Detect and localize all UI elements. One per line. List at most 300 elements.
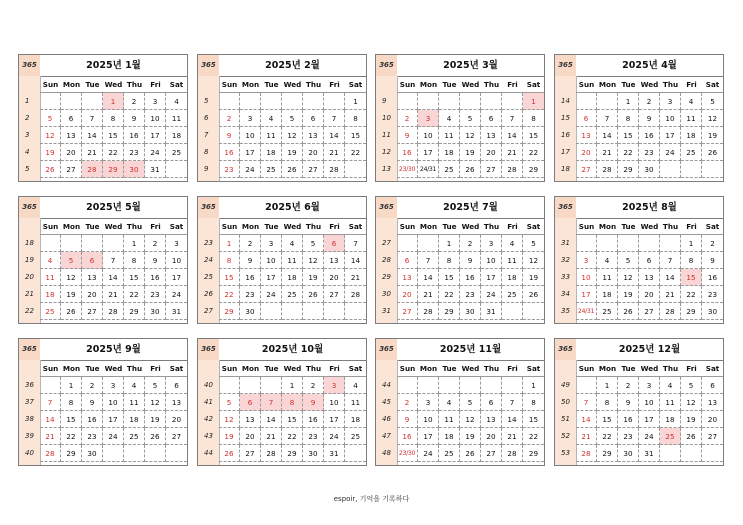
day-cell[interactable]: 3: [481, 235, 502, 252]
day-cell[interactable]: 24: [145, 144, 166, 161]
day-cell[interactable]: 6: [639, 252, 660, 269]
day-cell[interactable]: 26: [523, 286, 544, 303]
day-cell[interactable]: 1: [61, 377, 82, 394]
day-cell[interactable]: 8: [61, 394, 82, 411]
day-cell[interactable]: 19: [523, 269, 544, 286]
day-cell[interactable]: 3: [660, 93, 681, 110]
day-cell[interactable]: 24: [418, 445, 439, 462]
day-cell[interactable]: 27: [82, 303, 103, 320]
day-cell[interactable]: 18: [166, 127, 187, 144]
day-cell[interactable]: 12: [61, 269, 82, 286]
day-cell[interactable]: 9: [397, 127, 418, 144]
day-cell[interactable]: 28: [418, 303, 439, 320]
day-cell[interactable]: 19: [460, 428, 481, 445]
day-cell[interactable]: 20: [397, 286, 418, 303]
day-cell[interactable]: 23: [124, 144, 145, 161]
day-cell[interactable]: 17: [418, 144, 439, 161]
day-cell[interactable]: 5: [702, 93, 723, 110]
day-cell[interactable]: 6: [702, 377, 723, 394]
day-cell[interactable]: 14: [502, 411, 523, 428]
day-cell[interactable]: 18: [345, 411, 366, 428]
day-cell[interactable]: 17: [418, 428, 439, 445]
day-cell[interactable]: 19: [40, 144, 61, 161]
day-cell[interactable]: 10: [324, 394, 345, 411]
day-cell[interactable]: 19: [282, 144, 303, 161]
day-cell[interactable]: 23: [460, 286, 481, 303]
day-cell[interactable]: 18: [124, 411, 145, 428]
day-cell[interactable]: 4: [660, 377, 681, 394]
day-cell[interactable]: 10: [240, 127, 261, 144]
day-cell[interactable]: 18: [282, 269, 303, 286]
day-cell[interactable]: 26: [282, 161, 303, 178]
day-cell[interactable]: 9: [303, 394, 324, 411]
day-cell[interactable]: 3: [324, 377, 345, 394]
day-cell[interactable]: 21: [418, 286, 439, 303]
day-cell[interactable]: 15: [681, 269, 702, 286]
day-cell[interactable]: 12: [303, 252, 324, 269]
day-cell[interactable]: 29: [523, 445, 544, 462]
day-cell[interactable]: 13: [240, 411, 261, 428]
day-cell[interactable]: 4: [166, 93, 187, 110]
day-cell[interactable]: 26: [681, 428, 702, 445]
day-cell[interactable]: 7: [324, 110, 345, 127]
day-cell[interactable]: 7: [660, 252, 681, 269]
day-cell[interactable]: 28: [345, 286, 366, 303]
day-cell[interactable]: 2: [82, 377, 103, 394]
day-cell[interactable]: 15: [61, 411, 82, 428]
day-cell[interactable]: 27: [397, 303, 418, 320]
day-cell[interactable]: 12: [219, 411, 240, 428]
day-cell[interactable]: 26: [40, 161, 61, 178]
day-cell[interactable]: 8: [618, 110, 639, 127]
day-cell[interactable]: 12: [523, 252, 544, 269]
day-cell[interactable]: 10: [103, 394, 124, 411]
day-cell[interactable]: 7: [418, 252, 439, 269]
day-cell[interactable]: 4: [261, 110, 282, 127]
day-cell[interactable]: 21: [324, 144, 345, 161]
day-cell[interactable]: 25: [345, 428, 366, 445]
day-cell[interactable]: 8: [345, 110, 366, 127]
day-cell[interactable]: 23: [240, 286, 261, 303]
day-cell[interactable]: 4: [597, 252, 618, 269]
day-cell[interactable]: 22: [523, 144, 544, 161]
day-cell[interactable]: 21: [597, 144, 618, 161]
day-cell[interactable]: 29: [124, 303, 145, 320]
day-cell[interactable]: 26: [618, 303, 639, 320]
day-cell[interactable]: 23: [82, 428, 103, 445]
day-cell[interactable]: 15: [345, 127, 366, 144]
day-cell[interactable]: 4: [345, 377, 366, 394]
day-cell[interactable]: 6: [240, 394, 261, 411]
day-cell[interactable]: 25: [124, 428, 145, 445]
day-cell[interactable]: 14: [103, 269, 124, 286]
day-cell[interactable]: 6: [166, 377, 187, 394]
day-cell[interactable]: 19: [702, 127, 723, 144]
day-cell[interactable]: 2: [303, 377, 324, 394]
day-cell[interactable]: 3: [576, 252, 597, 269]
day-cell[interactable]: 15: [282, 411, 303, 428]
day-cell[interactable]: 9: [618, 394, 639, 411]
day-cell[interactable]: 22: [439, 286, 460, 303]
day-cell[interactable]: 20: [639, 286, 660, 303]
day-cell[interactable]: 27: [324, 286, 345, 303]
day-cell[interactable]: 19: [145, 411, 166, 428]
day-cell[interactable]: 11: [681, 110, 702, 127]
day-cell[interactable]: 14: [40, 411, 61, 428]
day-cell[interactable]: 9: [124, 110, 145, 127]
day-cell[interactable]: 18: [597, 286, 618, 303]
day-cell[interactable]: 24: [481, 286, 502, 303]
day-cell[interactable]: 18: [502, 269, 523, 286]
day-cell[interactable]: 13: [576, 127, 597, 144]
day-cell[interactable]: 13: [481, 411, 502, 428]
day-cell[interactable]: 4: [40, 252, 61, 269]
day-cell[interactable]: 23: [303, 428, 324, 445]
day-cell[interactable]: 19: [618, 286, 639, 303]
day-cell[interactable]: 13: [82, 269, 103, 286]
day-cell[interactable]: 23: [219, 161, 240, 178]
day-cell[interactable]: 14: [597, 127, 618, 144]
day-cell[interactable]: 12: [460, 127, 481, 144]
day-cell[interactable]: 30: [303, 445, 324, 462]
day-cell[interactable]: 16: [303, 411, 324, 428]
day-cell[interactable]: 17: [240, 144, 261, 161]
day-cell[interactable]: 27: [240, 445, 261, 462]
day-cell[interactable]: 27: [481, 445, 502, 462]
day-cell[interactable]: 10: [481, 252, 502, 269]
day-cell[interactable]: 24: [324, 428, 345, 445]
day-cell[interactable]: 3: [639, 377, 660, 394]
day-cell[interactable]: 12: [681, 394, 702, 411]
day-cell[interactable]: 11: [124, 394, 145, 411]
day-cell[interactable]: 20: [240, 428, 261, 445]
day-cell[interactable]: 14: [82, 127, 103, 144]
day-cell[interactable]: 27: [702, 428, 723, 445]
day-cell[interactable]: 10: [639, 394, 660, 411]
day-cell[interactable]: 20: [303, 144, 324, 161]
day-cell[interactable]: 4: [282, 235, 303, 252]
day-cell[interactable]: 21: [103, 286, 124, 303]
day-cell[interactable]: 24/31: [576, 303, 597, 320]
day-cell[interactable]: 14: [261, 411, 282, 428]
day-cell[interactable]: 23: [639, 144, 660, 161]
day-cell[interactable]: 28: [103, 303, 124, 320]
day-cell[interactable]: 8: [219, 252, 240, 269]
day-cell[interactable]: 30: [702, 303, 723, 320]
day-cell[interactable]: 21: [40, 428, 61, 445]
day-cell[interactable]: 10: [418, 127, 439, 144]
day-cell[interactable]: 7: [576, 394, 597, 411]
day-cell[interactable]: 1: [439, 235, 460, 252]
day-cell[interactable]: 3: [240, 110, 261, 127]
day-cell[interactable]: 1: [523, 93, 544, 110]
day-cell[interactable]: 23: [702, 286, 723, 303]
day-cell[interactable]: 11: [597, 269, 618, 286]
day-cell[interactable]: 8: [597, 394, 618, 411]
day-cell[interactable]: 22: [523, 428, 544, 445]
day-cell[interactable]: 1: [597, 377, 618, 394]
day-cell[interactable]: 9: [82, 394, 103, 411]
day-cell[interactable]: 17: [145, 127, 166, 144]
day-cell[interactable]: 15: [597, 411, 618, 428]
day-cell[interactable]: 13: [303, 127, 324, 144]
day-cell[interactable]: 17: [576, 286, 597, 303]
day-cell[interactable]: 9: [219, 127, 240, 144]
day-cell[interactable]: 1: [523, 377, 544, 394]
day-cell[interactable]: 16: [397, 144, 418, 161]
day-cell[interactable]: 12: [145, 394, 166, 411]
day-cell[interactable]: 25: [261, 161, 282, 178]
day-cell[interactable]: 2: [145, 235, 166, 252]
day-cell[interactable]: 7: [103, 252, 124, 269]
day-cell[interactable]: 6: [397, 252, 418, 269]
day-cell[interactable]: 13: [61, 127, 82, 144]
day-cell[interactable]: 8: [523, 110, 544, 127]
day-cell[interactable]: 11: [282, 252, 303, 269]
day-cell[interactable]: 25: [660, 428, 681, 445]
day-cell[interactable]: 16: [639, 127, 660, 144]
day-cell[interactable]: 31: [166, 303, 187, 320]
day-cell[interactable]: 2: [397, 394, 418, 411]
day-cell[interactable]: 2: [618, 377, 639, 394]
day-cell[interactable]: 22: [345, 144, 366, 161]
day-cell[interactable]: 4: [681, 93, 702, 110]
day-cell[interactable]: 6: [303, 110, 324, 127]
day-cell[interactable]: 23/30: [397, 161, 418, 178]
day-cell[interactable]: 20: [481, 144, 502, 161]
day-cell[interactable]: 12: [618, 269, 639, 286]
day-cell[interactable]: 21: [502, 144, 523, 161]
day-cell[interactable]: 27: [166, 428, 187, 445]
day-cell[interactable]: 16: [702, 269, 723, 286]
day-cell[interactable]: 21: [660, 286, 681, 303]
day-cell[interactable]: 2: [702, 235, 723, 252]
day-cell[interactable]: 29: [618, 161, 639, 178]
day-cell[interactable]: 15: [124, 269, 145, 286]
day-cell[interactable]: 9: [639, 110, 660, 127]
day-cell[interactable]: 17: [261, 269, 282, 286]
day-cell[interactable]: 14: [502, 127, 523, 144]
day-cell[interactable]: 18: [681, 127, 702, 144]
day-cell[interactable]: 11: [439, 127, 460, 144]
day-cell[interactable]: 10: [660, 110, 681, 127]
day-cell[interactable]: 8: [523, 394, 544, 411]
day-cell[interactable]: 28: [660, 303, 681, 320]
day-cell[interactable]: 27: [303, 161, 324, 178]
day-cell[interactable]: 7: [502, 110, 523, 127]
day-cell[interactable]: 8: [124, 252, 145, 269]
day-cell[interactable]: 25: [502, 286, 523, 303]
day-cell[interactable]: 11: [261, 127, 282, 144]
day-cell[interactable]: 4: [124, 377, 145, 394]
day-cell[interactable]: 29: [103, 161, 124, 178]
day-cell[interactable]: 22: [282, 428, 303, 445]
day-cell[interactable]: 9: [397, 411, 418, 428]
day-cell[interactable]: 30: [618, 445, 639, 462]
day-cell[interactable]: 17: [166, 269, 187, 286]
day-cell[interactable]: 13: [397, 269, 418, 286]
day-cell[interactable]: 25: [166, 144, 187, 161]
day-cell[interactable]: 18: [439, 144, 460, 161]
day-cell[interactable]: 1: [282, 377, 303, 394]
day-cell[interactable]: 31: [481, 303, 502, 320]
day-cell[interactable]: 28: [324, 161, 345, 178]
day-cell[interactable]: 20: [702, 411, 723, 428]
day-cell[interactable]: 17: [481, 269, 502, 286]
day-cell[interactable]: 13: [481, 127, 502, 144]
day-cell[interactable]: 22: [124, 286, 145, 303]
day-cell[interactable]: 10: [145, 110, 166, 127]
day-cell[interactable]: 2: [240, 235, 261, 252]
day-cell[interactable]: 7: [597, 110, 618, 127]
day-cell[interactable]: 5: [282, 110, 303, 127]
day-cell[interactable]: 5: [523, 235, 544, 252]
day-cell[interactable]: 26: [702, 144, 723, 161]
day-cell[interactable]: 18: [439, 428, 460, 445]
day-cell[interactable]: 28: [82, 161, 103, 178]
day-cell[interactable]: 11: [439, 411, 460, 428]
day-cell[interactable]: 27: [61, 161, 82, 178]
day-cell[interactable]: 14: [418, 269, 439, 286]
day-cell[interactable]: 3: [166, 235, 187, 252]
day-cell[interactable]: 22: [219, 286, 240, 303]
day-cell[interactable]: 16: [397, 428, 418, 445]
day-cell[interactable]: 8: [282, 394, 303, 411]
day-cell[interactable]: 19: [460, 144, 481, 161]
day-cell[interactable]: 28: [502, 445, 523, 462]
day-cell[interactable]: 18: [261, 144, 282, 161]
day-cell[interactable]: 19: [61, 286, 82, 303]
day-cell[interactable]: 29: [439, 303, 460, 320]
day-cell[interactable]: 5: [145, 377, 166, 394]
day-cell[interactable]: 6: [82, 252, 103, 269]
day-cell[interactable]: 11: [40, 269, 61, 286]
day-cell[interactable]: 10: [261, 252, 282, 269]
day-cell[interactable]: 3: [418, 110, 439, 127]
day-cell[interactable]: 15: [219, 269, 240, 286]
day-cell[interactable]: 15: [103, 127, 124, 144]
day-cell[interactable]: 28: [40, 445, 61, 462]
day-cell[interactable]: 7: [261, 394, 282, 411]
day-cell[interactable]: 12: [40, 127, 61, 144]
day-cell[interactable]: 23/30: [397, 445, 418, 462]
day-cell[interactable]: 20: [61, 144, 82, 161]
day-cell[interactable]: 21: [261, 428, 282, 445]
day-cell[interactable]: 3: [261, 235, 282, 252]
day-cell[interactable]: 11: [660, 394, 681, 411]
day-cell[interactable]: 18: [660, 411, 681, 428]
day-cell[interactable]: 25: [439, 445, 460, 462]
day-cell[interactable]: 19: [219, 428, 240, 445]
day-cell[interactable]: 3: [418, 394, 439, 411]
day-cell[interactable]: 10: [576, 269, 597, 286]
day-cell[interactable]: 9: [702, 252, 723, 269]
day-cell[interactable]: 26: [219, 445, 240, 462]
day-cell[interactable]: 30: [124, 161, 145, 178]
day-cell[interactable]: 30: [145, 303, 166, 320]
day-cell[interactable]: 4: [439, 110, 460, 127]
day-cell[interactable]: 16: [460, 269, 481, 286]
day-cell[interactable]: 5: [681, 377, 702, 394]
day-cell[interactable]: 17: [103, 411, 124, 428]
day-cell[interactable]: 20: [576, 144, 597, 161]
day-cell[interactable]: 16: [124, 127, 145, 144]
day-cell[interactable]: 26: [460, 445, 481, 462]
day-cell[interactable]: 11: [345, 394, 366, 411]
day-cell[interactable]: 24: [240, 161, 261, 178]
day-cell[interactable]: 15: [439, 269, 460, 286]
day-cell[interactable]: 29: [597, 445, 618, 462]
day-cell[interactable]: 16: [219, 144, 240, 161]
day-cell[interactable]: 30: [460, 303, 481, 320]
day-cell[interactable]: 29: [523, 161, 544, 178]
day-cell[interactable]: 12: [282, 127, 303, 144]
day-cell[interactable]: 25: [597, 303, 618, 320]
day-cell[interactable]: 13: [639, 269, 660, 286]
day-cell[interactable]: 18: [40, 286, 61, 303]
day-cell[interactable]: 2: [219, 110, 240, 127]
day-cell[interactable]: 22: [618, 144, 639, 161]
day-cell[interactable]: 9: [240, 252, 261, 269]
day-cell[interactable]: 5: [303, 235, 324, 252]
day-cell[interactable]: 25: [282, 286, 303, 303]
day-cell[interactable]: 25: [439, 161, 460, 178]
day-cell[interactable]: 20: [82, 286, 103, 303]
day-cell[interactable]: 28: [576, 445, 597, 462]
day-cell[interactable]: 2: [124, 93, 145, 110]
day-cell[interactable]: 14: [576, 411, 597, 428]
day-cell[interactable]: 29: [681, 303, 702, 320]
day-cell[interactable]: 6: [481, 394, 502, 411]
day-cell[interactable]: 28: [261, 445, 282, 462]
day-cell[interactable]: 13: [166, 394, 187, 411]
day-cell[interactable]: 8: [439, 252, 460, 269]
day-cell[interactable]: 21: [345, 269, 366, 286]
day-cell[interactable]: 14: [324, 127, 345, 144]
day-cell[interactable]: 30: [240, 303, 261, 320]
day-cell[interactable]: 21: [576, 428, 597, 445]
day-cell[interactable]: 4: [439, 394, 460, 411]
day-cell[interactable]: 23: [145, 286, 166, 303]
day-cell[interactable]: 27: [639, 303, 660, 320]
day-cell[interactable]: 24: [660, 144, 681, 161]
day-cell[interactable]: 20: [324, 269, 345, 286]
day-cell[interactable]: 5: [618, 252, 639, 269]
day-cell[interactable]: 2: [639, 93, 660, 110]
day-cell[interactable]: 1: [124, 235, 145, 252]
day-cell[interactable]: 7: [345, 235, 366, 252]
day-cell[interactable]: 1: [681, 235, 702, 252]
day-cell[interactable]: 7: [82, 110, 103, 127]
day-cell[interactable]: 26: [460, 161, 481, 178]
day-cell[interactable]: 1: [345, 93, 366, 110]
day-cell[interactable]: 28: [597, 161, 618, 178]
day-cell[interactable]: 5: [219, 394, 240, 411]
day-cell[interactable]: 9: [460, 252, 481, 269]
day-cell[interactable]: 9: [145, 252, 166, 269]
day-cell[interactable]: 3: [145, 93, 166, 110]
day-cell[interactable]: 16: [82, 411, 103, 428]
day-cell[interactable]: 22: [103, 144, 124, 161]
day-cell[interactable]: 15: [523, 127, 544, 144]
day-cell[interactable]: 22: [61, 428, 82, 445]
day-cell[interactable]: 19: [681, 411, 702, 428]
day-cell[interactable]: 16: [618, 411, 639, 428]
day-cell[interactable]: 21: [502, 428, 523, 445]
day-cell[interactable]: 11: [502, 252, 523, 269]
day-cell[interactable]: 22: [681, 286, 702, 303]
day-cell[interactable]: 16: [145, 269, 166, 286]
